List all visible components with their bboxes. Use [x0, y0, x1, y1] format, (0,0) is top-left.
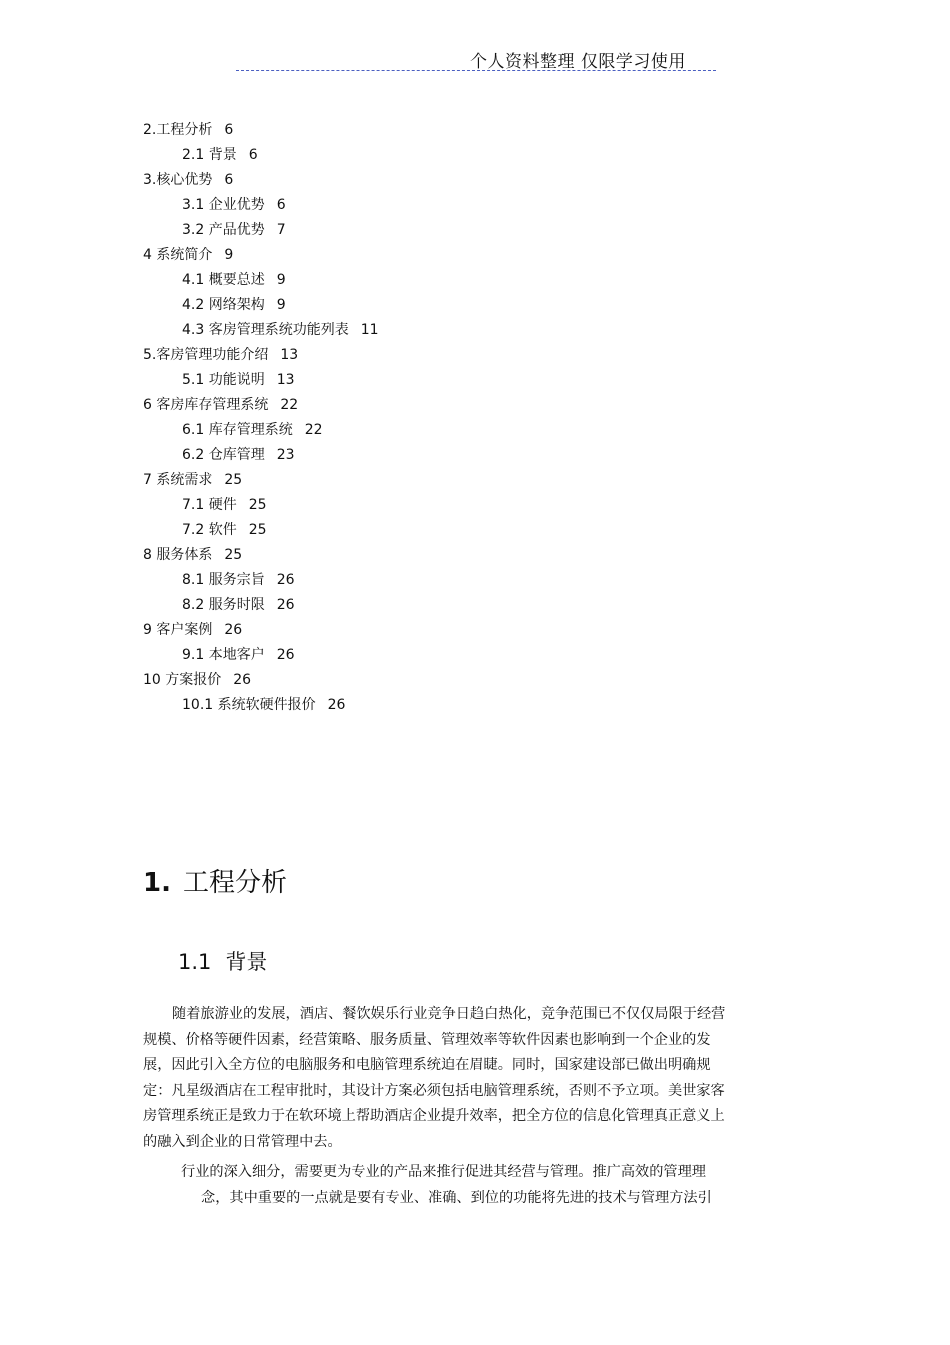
subsection-number: 1.1: [178, 950, 212, 974]
toc-entry[interactable]: [143, 545, 563, 570]
toc-entry-page: 25: [224, 472, 243, 488]
toc-entry-title: 3.1 企业优势: [182, 197, 265, 213]
toc-entry-page: 26: [276, 597, 295, 613]
toc-entry[interactable]: [143, 445, 563, 470]
toc-entry[interactable]: [143, 645, 563, 670]
toc-entry-title: 6.2 仓库管理: [182, 447, 265, 463]
toc-entry-title: 2.1 背景: [182, 147, 237, 163]
toc-entry-page: 26: [233, 672, 252, 688]
toc-entry-page: 25: [248, 497, 267, 513]
toc-entry-title: 9 客户案例: [143, 622, 213, 638]
toc-entry[interactable]: [143, 695, 563, 720]
toc-entry-title: 4 系统简介: [143, 247, 213, 263]
toc-entry-title: 4.3 客房管理系统功能列表: [182, 322, 349, 338]
toc-entry[interactable]: [143, 470, 563, 495]
toc-entry-page: 22: [304, 422, 323, 438]
page-header: 个人资料整理 仅限学习使用: [470, 52, 686, 72]
paragraph-industry: [143, 1160, 737, 1211]
toc-entry[interactable]: [143, 670, 563, 695]
toc-entry[interactable]: [143, 345, 563, 370]
toc-entry-page: 23: [276, 447, 295, 463]
toc-entry[interactable]: [143, 420, 563, 445]
toc-entry-title: 6 客房库存管理系统: [143, 397, 269, 413]
toc-entry-page: 26: [276, 647, 295, 663]
toc-entry-title: 3.核心优势: [143, 172, 213, 188]
toc-entry-title: 2.工程分析: [143, 122, 213, 138]
header-divider: [236, 70, 716, 71]
toc-entry-page: 22: [280, 397, 299, 413]
toc-entry-page: 25: [224, 547, 243, 563]
toc-entry-page: 6: [224, 122, 234, 138]
toc-entry[interactable]: [143, 245, 563, 270]
toc-entry-title: 10 方案报价: [143, 672, 222, 688]
toc-entry-title: 5.1 功能说明: [182, 372, 265, 388]
toc-entry-page: 26: [224, 622, 243, 638]
paragraph-background: 随着旅游业的发展，酒店、餐饮娱乐行业竞争日趋白热化，竞争范围已不仅仅局限于经营规模、价格等硬件因素，经营策略、服务质量、管理效率等软件因素也影响到一个企业的发展，因此引入全方位的电脑服务和电脑管理系统迫在眉睫。同时，国家建设部已做出明确规定：凡星级酒店在工程审批时，其设计方案必须包括电脑管理系统，否则不予立项。美世家客房管理系统正是致力于在软环境上帮助酒店企业提升效率，把全方位的信息化管理真正意义上的融入到企业的日常管理中去。: [143, 1006, 726, 1150]
toc-entry[interactable]: [143, 395, 563, 420]
toc-entry-title: 7.2 软件: [182, 522, 237, 538]
toc-entry-page: 6: [276, 197, 286, 213]
toc-entry-title: 4.1 概要总述: [182, 272, 265, 288]
toc-entry-page: 13: [280, 347, 299, 363]
toc-entry-page: 7: [276, 222, 286, 238]
toc-entry-title: 7 系统需求: [143, 472, 213, 488]
toc-entry-title: 5.客房管理功能介绍: [143, 347, 269, 363]
toc-entry-title: 6.1 库存管理系统: [182, 422, 293, 438]
toc-entry-page: 9: [276, 272, 286, 288]
toc-entry-title: 8 服务体系: [143, 547, 213, 563]
subsection-heading: [178, 946, 267, 976]
toc-entry-page: 6: [224, 172, 234, 188]
toc-entry[interactable]: [143, 145, 563, 170]
toc-entry-title: 7.1 硬件: [182, 497, 237, 513]
toc-entry[interactable]: [143, 295, 563, 320]
toc-entry[interactable]: [143, 520, 563, 545]
section-title: 工程分析: [182, 868, 287, 898]
toc-entry[interactable]: [143, 270, 563, 295]
toc-entry[interactable]: [143, 120, 563, 145]
section-number: 1.: [143, 868, 171, 898]
paragraph-line: 行业的深入细分，需要更为专业的产品来推行促进其经营与管理。推广高效的管理理: [181, 1164, 706, 1180]
toc-entry-page: 26: [327, 697, 346, 713]
toc-entry[interactable]: [143, 620, 563, 645]
table-of-contents: [143, 120, 563, 720]
toc-entry-title: 3.2 产品优势: [182, 222, 265, 238]
toc-entry-page: 26: [276, 572, 295, 588]
toc-entry-page: 25: [248, 522, 267, 538]
toc-entry[interactable]: [143, 570, 563, 595]
paragraph-line: 念，其中重要的一点就是要有专业、准确、到位的功能将先进的技术与管理方法引: [201, 1189, 712, 1206]
toc-entry[interactable]: [143, 320, 563, 345]
toc-entry-title: 10.1 系统软硬件报价: [182, 697, 316, 713]
toc-entry-title: 4.2 网络架构: [182, 297, 265, 313]
toc-entry[interactable]: [143, 220, 563, 245]
toc-entry-page: 13: [276, 372, 295, 388]
toc-entry[interactable]: [143, 195, 563, 220]
toc-entry[interactable]: [143, 170, 563, 195]
subsection-title: 背景: [225, 950, 268, 974]
toc-entry[interactable]: [143, 370, 563, 395]
toc-entry-page: 6: [248, 147, 258, 163]
toc-entry-title: 9.1 本地客户: [182, 647, 265, 663]
toc-entry-page: 11: [360, 322, 379, 338]
toc-entry-page: 9: [224, 247, 234, 263]
toc-entry-title: 8.2 服务时限: [182, 597, 265, 613]
toc-entry-title: 8.1 服务宗旨: [182, 572, 265, 588]
section-heading: [143, 862, 287, 899]
toc-entry[interactable]: [143, 495, 563, 520]
toc-entry-page: 9: [276, 297, 286, 313]
toc-entry[interactable]: [143, 595, 563, 620]
